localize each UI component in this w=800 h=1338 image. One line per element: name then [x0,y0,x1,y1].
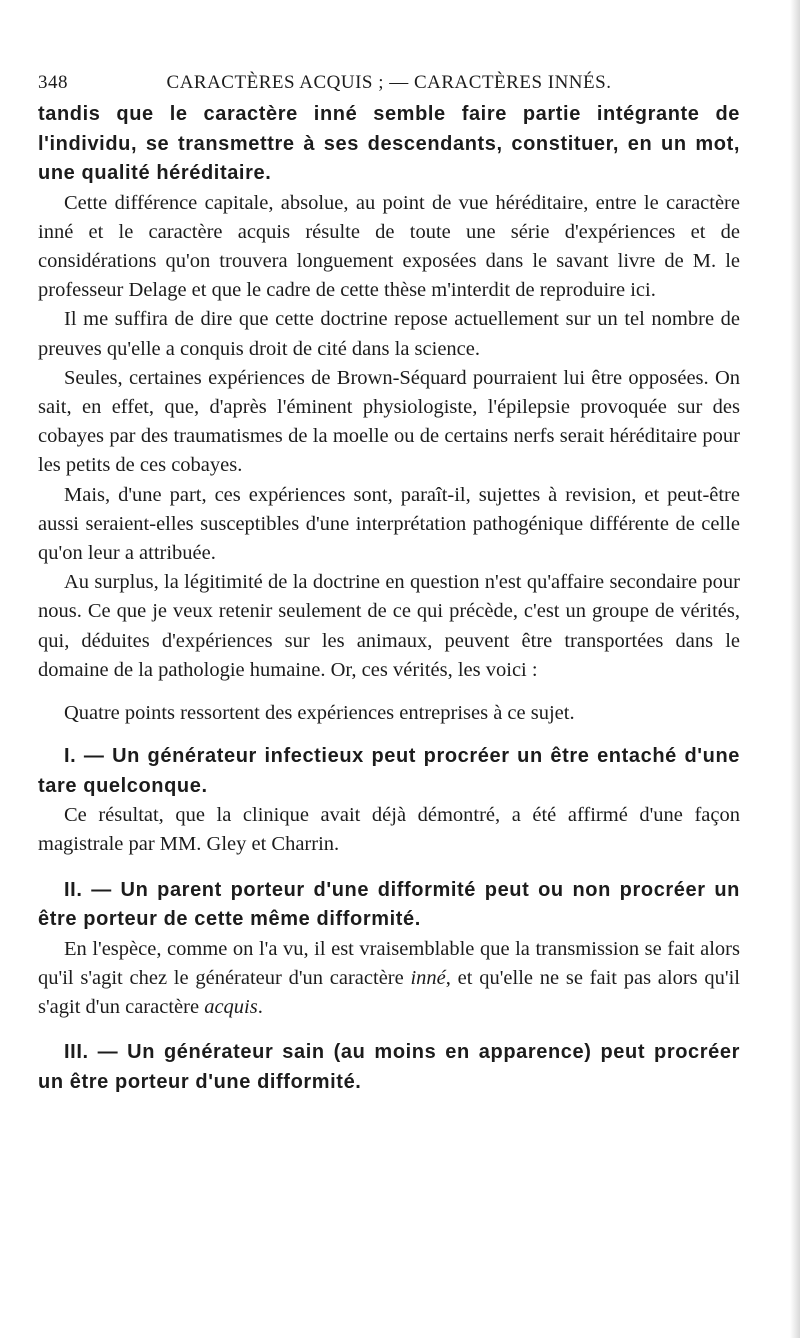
paragraph-brown-sequard: Seules, certaines expériences de Brown-Séquard pourraient lui être opposées. On sait, en effet, que, d'après l'éminent physiologiste, l'épilepsie provoquée sur des cobayes par des traumatismes de la moelle ou de certains nerfs serait héréditaire pour les petits de ces cobayes. [38,366,740,477]
italic-inne: inné [410,966,446,989]
point-3-heading: III. — Un générateur sain (au moins en apparence) peut procréer un être porteur d'une difformité. [38,1041,740,1093]
running-header [38,60,740,100]
page-edge-shadow [790,0,800,1338]
point-1-heading: I. — Un générateur infectieux peut procréer un être entaché d'une tare quelconque. [38,745,740,797]
point-1-body: Ce résultat, que la clinique avait déjà démontré, a été affirmé d'une façon magistrale par MM. Gley et Charrin. [38,804,740,856]
italic-acquis: acquis [204,995,258,1018]
paragraph-doctrine: Il me suffira de dire que cette doctrine repose actuellement sur un tel nombre de preuves qu'elle a conquis droit de cité dans la science. [38,308,740,360]
paragraph-difference: Cette différence capitale, absolue, au point de vue héréditaire, entre le caractère inné et le caractère acquis résulte de toute une série d'expériences et de considérations qu'on trouvera longuement exposées dans le savant livre de M. le professeur Delage et que le cadre de cette thèse m'interdit de reproduire ici. [38,191,740,302]
paragraph-continuation: tandis que le caractère inné semble faire partie intégrante de l'individu, se transmettre à ses descendants, constituer, en un mot, une qualité héréditaire. [38,103,740,184]
point-2-body: En l'espèce, comme on l'a vu, il est vraisemblable que la transmission se fait alors qu'il s'agit chez le générateur d'un caractère inné, et qu'elle ne se fait pas alors qu'il s'agit d'un caractère acquis. [38,937,740,1018]
running-title: CARACTÈRES ACQUIS ; — CARACTÈRES INNÉS. [166,72,612,93]
paragraph-surplus: Au surplus, la légitimité de la doctrine en question n'est qu'affaire secondaire pour nous. Ce que je veux retenir seulement de ce qui précède, c'est un groupe de vérités, qui, déduites d'expériences sur les animaux, peuvent être transportées dans le domaine de la pathologie humaine. Or, ces vérités, les voici : [38,571,740,681]
book-page [38,60,740,1097]
point-2-heading: II. — Un parent porteur d'une difformité peut ou non procréer un être porteur de cette même difformité. [38,878,740,931]
paragraph-revision: Mais, d'une part, ces expériences sont, paraît-il, sujettes à revision, et peut-être aussi seraient-elles susceptibles d'une interprétation pathogénique différente de celle qu'on leur a attribuée. [38,483,740,564]
page-number: 348 [38,72,68,93]
paragraph-four-points: Quatre points ressortent des expériences entreprises à ce sujet. [64,701,575,724]
